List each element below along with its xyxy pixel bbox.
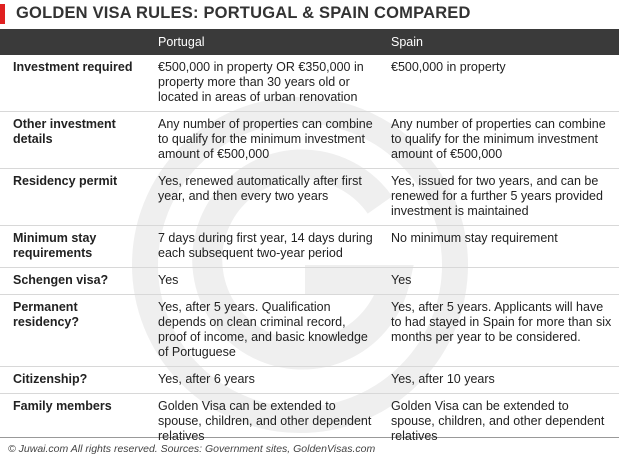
portugal-cell: Yes, after 5 years. Qualification depends on clean criminal record, proof of income, and basic knowledge of Portuguese: [150, 295, 383, 367]
spain-cell: €500,000 in property: [383, 55, 619, 112]
table-row: [0, 268, 619, 295]
portugal-cell: Yes, renewed automatically after first year, and then every two years: [150, 169, 383, 226]
table-row: [0, 226, 619, 268]
footer-credit: © Juwai.com All rights reserved. Sources: Government sites, GoldenVisas.com: [0, 437, 619, 460]
table-row: [0, 394, 619, 451]
row-label: Other investment details: [0, 112, 150, 169]
spain-cell: No minimum stay requirement: [383, 226, 619, 268]
row-label: Permanent residency?: [0, 295, 150, 367]
row-label: Investment required: [0, 55, 150, 112]
spain-cell: Golden Visa can be extended to spouse, children, and other dependent relatives: [391, 399, 605, 443]
table-row: [0, 295, 619, 367]
title-accent-mark: [0, 4, 5, 24]
portugal-cell: Any number of properties can combine to qualify for the minimum investment amount of €500,000: [150, 112, 383, 169]
title-bar: [0, 0, 619, 27]
table-row: [0, 55, 619, 112]
portugal-cell: Yes, after 6 years: [150, 367, 383, 394]
header-portugal: Portugal: [150, 29, 383, 55]
spain-cell: Yes: [383, 268, 619, 295]
spain-cell: Yes, after 5 years. Applicants will have to had stayed in Spain for more than six months per year to be considered.: [383, 295, 619, 367]
comparison-table-wrapper: [0, 29, 619, 450]
spain-cell: Yes, after 10 years: [383, 367, 619, 394]
page-title: GOLDEN VISA RULES: PORTUGAL & SPAIN COMPARED: [16, 4, 471, 22]
header-blank: [0, 29, 150, 55]
portugal-cell: Golden Visa can be extended to spouse, children, and other dependent relatives: [158, 399, 372, 443]
row-label: Schengen visa?: [0, 268, 150, 295]
table-header-row: [0, 29, 619, 55]
table-row: [0, 367, 619, 394]
portugal-cell: 7 days during first year, 14 days during each subsequent two-year period: [150, 226, 383, 268]
spain-cell: Any number of properties can combine to qualify for the minimum investment amount of €500,000: [383, 112, 619, 169]
comparison-table: [0, 29, 619, 450]
table-row: [0, 169, 619, 226]
portugal-cell: Yes: [150, 268, 383, 295]
row-label: Residency permit: [0, 169, 150, 226]
portugal-cell: €500,000 in property OR €350,000 in property more than 30 years old or located in areas of urban renovation: [150, 55, 383, 112]
row-label: Minimum stay requirements: [0, 226, 150, 268]
spain-cell: Yes, issued for two years, and can be renewed for a further 5 years provided investment is maintained: [383, 169, 619, 226]
table-row: [0, 112, 619, 169]
row-label: Family members: [13, 399, 112, 413]
header-spain: Spain: [383, 29, 619, 55]
row-label: Citizenship?: [0, 367, 150, 394]
table-body: [0, 55, 619, 450]
